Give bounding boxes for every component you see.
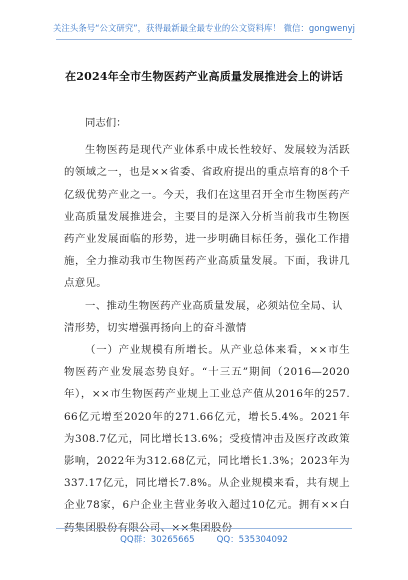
footer-qq-contact: QQ：535304092 [216, 535, 288, 545]
footer [0, 533, 408, 545]
document-title: 在2024年全市生物医药产业高质量发展推进会上的讲话 [65, 70, 343, 83]
header-banner: 关注头条号“公文研究”，获得最新最全最专业的公文资料库！ 微信：gongwenyj [53, 23, 355, 33]
document-body [64, 112, 350, 539]
footer-qq-group: QQ群：30265665 [120, 535, 195, 545]
salutation: 同志们： [85, 117, 127, 129]
subsection-1-heading: （一）产业规模有所增长。 [85, 344, 220, 357]
footer-divider [56, 528, 352, 529]
subsection-1-body: 从产业总体来看，××市生物医药产业发展态势良好。“十三五”期间（2016—2020年），××市生物医药产业规上工业总产值从2016年的257.66亿元增至2020年的271.66亿元，增长5.4%。2021年为308.7亿元，同比增长13.6%；受疫情冲击及医疗改政策影响，2022年为312.68亿元，同比增长1.3%；2023年为337.17亿元，同比增长7.8%。从企业规模来看，共有规上企业78家，6户企业主营业务收入超过10亿元。拥有××白药集团股份有限公司、××集团股份 [64, 344, 350, 534]
header-divider [56, 39, 352, 40]
subsection-1 [64, 339, 350, 539]
section-1-heading: 一、推动生物医药产业高质量发展，必须站位全局、认清形势，切实增强再扬向上的奋斗激情 [64, 299, 343, 334]
intro-paragraph: 生物医药是现代产业体系中成长性较好、发展较为活跃的领域之一，也是××省委、省政府提出的重点培育的8个千亿级优势产业之一。今天，我们在这里召开全市生物医药产业高质量发展推进会，主要目的是深入分析当前我市生物医药产业发展面临的形势，进一步明确目标任务，强化工作措施，全力推动我市生物医药产业高质量发展。下面，我讲几点意见。 [64, 144, 350, 290]
